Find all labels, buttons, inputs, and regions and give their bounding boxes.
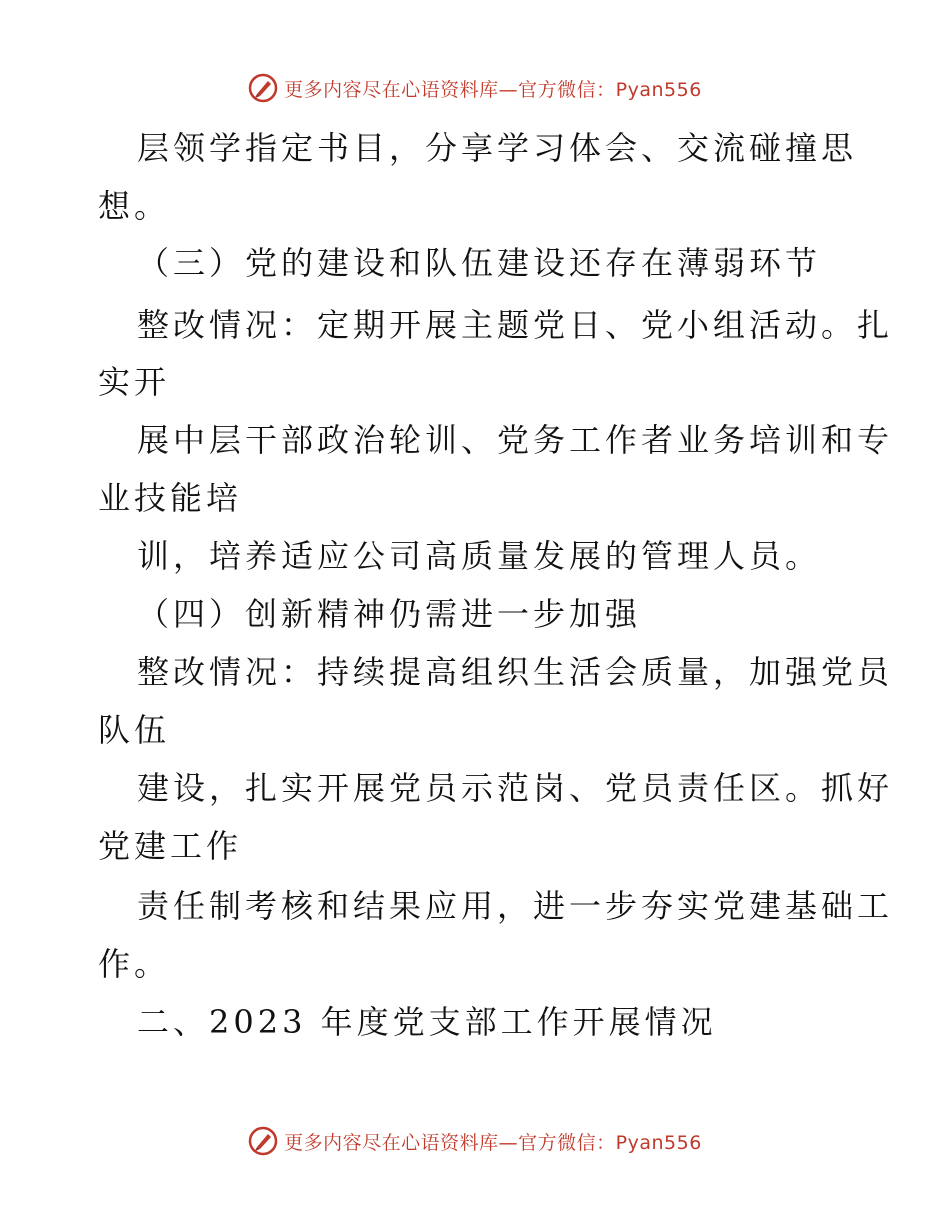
text-line: 实开 (98, 363, 171, 401)
pen-logo-icon (248, 73, 278, 103)
header-watermark (0, 73, 950, 103)
section-heading: 二、2023 年度党支部工作开展情况 (137, 1003, 717, 1041)
watermark-text: 更多内容尽在心语资料库—官方微信：Pyan556 (284, 1131, 702, 1154)
text-line: 党建工作 (98, 827, 243, 865)
text-line: 作。 (98, 945, 171, 983)
text-line: 想。 (98, 187, 171, 225)
section-heading: （三）党的建设和队伍建设还存在薄弱环节 (137, 244, 822, 282)
footer-watermark (0, 1126, 950, 1156)
watermark-text: 更多内容尽在心语资料库—官方微信：Pyan556 (284, 78, 702, 101)
section-heading: （四）创新精神仍需进一步加强 (137, 595, 642, 633)
text-line: 建设，扎实开展党员示范岗、党员责任区。抓好 (137, 769, 894, 807)
text-line: 队伍 (98, 711, 171, 749)
pen-logo-icon (248, 1126, 278, 1156)
text-line: 整改情况：定期开展主题党日、党小组活动。扎 (137, 306, 894, 344)
text-line: 业技能培 (98, 479, 243, 517)
text-line: 训，培养适应公司高质量发展的管理人员。 (137, 537, 822, 575)
text-line: 层领学指定书目，分享学习体会、交流碰撞思 (137, 129, 858, 167)
text-line: 责任制考核和结果应用，进一步夯实党建基础工 (137, 887, 894, 925)
text-line: 整改情况：持续提高组织生活会质量，加强党员 (137, 653, 894, 691)
text-line: 展中层干部政治轮训、党务工作者业务培训和专 (137, 421, 894, 459)
